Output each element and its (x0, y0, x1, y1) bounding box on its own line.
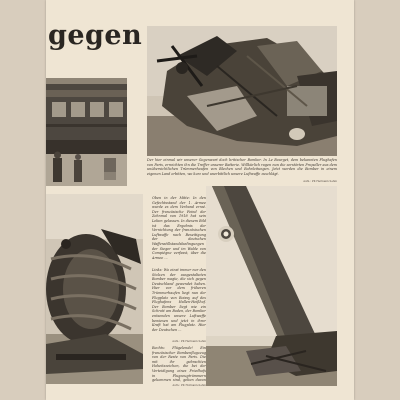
photo-engine-wreckage (46, 194, 143, 384)
credit-bomber: Aufn.: PK Hermann Sehm (303, 180, 337, 183)
magazine-page (46, 0, 354, 400)
credit-right-2: Aufn.: PK Hermann Sehm (172, 340, 206, 343)
photo-crashed-bomber (147, 26, 337, 156)
caption-right-1: Oben in der Mitte: In den Gefechtsstand der 1. Armee wurde es dem Verband ernst. Der französische Feind der Zehnmal von 1918 hat sein Leben gelassen. In diesem Bild ist das Ergebnis der Vernichtung der französischen Luftwaffe nach Beseitigung der deutschen Waffenstillstandsbedingungen der Sieger und im Walde von Compiègne verfasst, über die Armee ... (152, 196, 206, 260)
headline: gegen (48, 20, 143, 51)
caption-right-2: Links: Wo einst immer nur den Stolzen der ausgestalteten Bomber wagte, die sich gegen Deutschland gewendet haben. Hier vor dem früheren Trümmerhaufen liegt nun der Flugplatz von Roissy auf des Flughafens Hallen-Heißhof. Der Bomber liegt wie ein Schrott am Boden, der Bomber entsenden unsere Luftwaffe bewiesen und jetzt in ihrer Kraft hat am Flugplatz. Hier der Deutschen ... (152, 268, 206, 332)
caption-bottom: Rechts: Flügelende! Ein französischer Bombenflugzeug von der Reste von Paris. Die mit ihr gebrachten Hoheitszeichen, die bei der Verteidigung eines Friedhofs in Flugzeugtrümmern gekommen sind, geben davon (152, 346, 206, 382)
credit-bottom: Aufn.: PK Hofmann-Sehm (172, 384, 206, 387)
photo-station-soldiers (46, 78, 127, 186)
caption-bomber: Der hier einmal wir unserer Gegenwart doch britischer Bomber. In Le Bourget, dem bekannten Flughafen von Paris, erreichten ihn die Treffer unserer Batterie. Willkürlich ragen nun die zerstörten Propeller aus dem unübersichtlichen Trümmerhaufen von Blechen und Rohrleitungen. Jetzt werden die Bomber in einem eigenen Land erbitten, wo kurz und unerbittlich unsere Luftwaffe zuschlägt. (147, 158, 337, 176)
photo-bomber-tail (206, 186, 337, 386)
